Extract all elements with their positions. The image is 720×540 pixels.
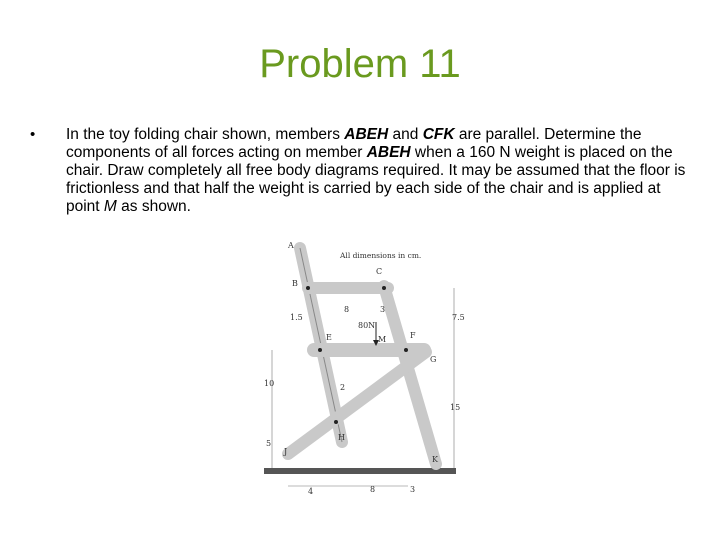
- dim-15: 15: [450, 403, 461, 412]
- label-h: H: [338, 433, 345, 442]
- dim-7-5: 7.5: [452, 313, 465, 322]
- problem-text: [66, 126, 696, 216]
- label-j: J: [284, 447, 288, 456]
- chair-diagram: [258, 236, 468, 501]
- dim-10: 10: [264, 379, 275, 388]
- point-m: M: [103, 198, 117, 215]
- load-label: 80N: [358, 321, 376, 330]
- text-part: In the toy folding chair shown, members: [66, 126, 345, 143]
- label-c: C: [376, 267, 383, 276]
- dim-8-bottom: 8: [370, 485, 376, 494]
- dim-2: 2: [340, 383, 346, 392]
- text-part: as shown.: [116, 198, 191, 215]
- dim-1-5: 1.5: [290, 313, 303, 322]
- label-g: G: [430, 355, 437, 364]
- label-m: M: [378, 335, 387, 344]
- member-cfk: CFK: [422, 126, 455, 143]
- dim-4: 4: [308, 487, 314, 496]
- text-part: and: [388, 126, 423, 143]
- bullet-marker: •: [30, 126, 36, 143]
- dim-3-bottom: 3: [410, 485, 416, 494]
- label-e: E: [326, 333, 332, 342]
- dim-3-top: 3: [380, 305, 386, 314]
- label-b: B: [292, 279, 298, 288]
- text-part: are parallel. Determine the components of all forces acting on member: [66, 126, 642, 161]
- member-abeh: ABEH: [344, 126, 389, 143]
- label-k: K: [432, 455, 438, 464]
- text-part: when a 160 N weight is placed on the chair. Draw completely all free body diagrams required. It may be assumed that the floor is frictionless and that half the weight is carried by each side of the chair and is applied at point: [66, 144, 686, 215]
- member-abeh: ABEH: [366, 144, 411, 161]
- caption: All dimensions in cm.: [340, 251, 422, 260]
- dim-8: 8: [344, 305, 350, 314]
- slide-title: Problem 11: [259, 42, 461, 86]
- dim-5: 5: [266, 439, 272, 448]
- floor: [264, 468, 456, 474]
- label-a: A: [288, 241, 294, 250]
- label-f: F: [410, 331, 416, 340]
- brace-jg: [288, 352, 426, 454]
